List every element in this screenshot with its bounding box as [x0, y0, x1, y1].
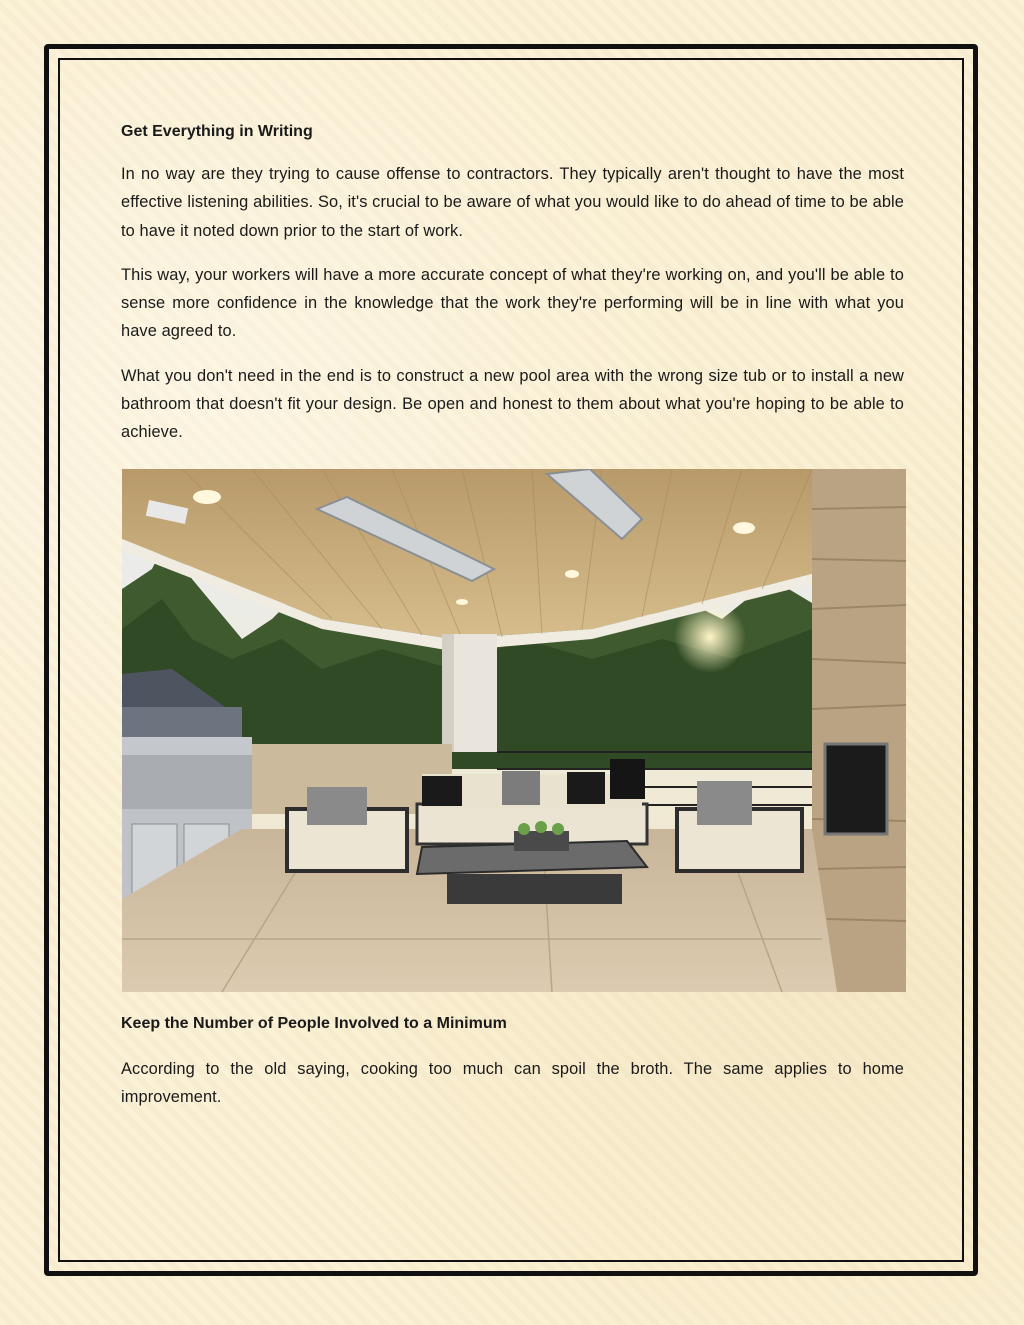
section-keep-minimum-body — [121, 1055, 904, 1128]
paragraph: What you don't need in the end is to construct a new pool area with the wrong size tub or to install a new bathroom that doesn't fit your design. Be open and honest to them about what you're hoping to be able to achieve. — [121, 366, 904, 442]
paragraph: In no way are they trying to cause offense to contractors. They typically aren't thought to have the most effective listening abilities. So, it's crucial to be aware of what you would like to do ahead of time to be able to have it noted down prior to the start of work. — [121, 165, 904, 240]
section-heading: Get Everything in Writing — [121, 123, 313, 140]
paragraph: This way, your workers will have a more accurate concept of what they're working on, and you'll be able to sense more confidence in the knowledge that the work they're performing will be in line with what you have agreed to. — [121, 265, 904, 341]
patio-photo — [122, 469, 906, 992]
section-writing — [121, 118, 904, 463]
section-keep-minimum — [121, 1010, 904, 1052]
paragraph: According to the old saying, cooking too much can spoil the broth. The same applies to home improvement. — [121, 1060, 904, 1107]
section-heading: Keep the Number of People Involved to a Minimum — [121, 1015, 507, 1032]
